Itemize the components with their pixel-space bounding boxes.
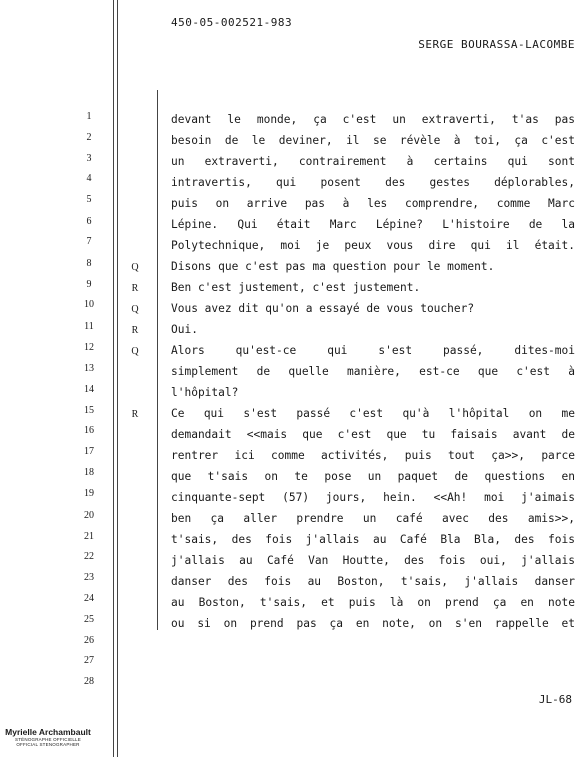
line-number: 16 (84, 425, 94, 436)
line-number: 14 (84, 384, 94, 395)
transcript-line: Polytechnique, moi je peux vous dire qui il était. (171, 239, 575, 252)
speaker-marker: R (131, 283, 139, 294)
transcript-line: au Boston, t'sais, et puis là on prend ça en note (171, 596, 575, 609)
line-number: 5 (86, 194, 92, 205)
speaker-marker: R (131, 409, 139, 420)
transcript-line: l'hôpital? (171, 386, 239, 399)
transcript-line: que t'sais on te pose un paquet de questions en (171, 470, 575, 483)
page-reference: JL-68 (538, 693, 572, 706)
line-number: 11 (84, 321, 94, 332)
transcript-line: un extraverti, contrairement à certains qui sont (171, 155, 575, 168)
left-margin-rule-2 (117, 0, 118, 757)
line-number: 27 (84, 655, 94, 666)
transcript-line: demandait <<mais que c'est que tu faisais avant de (171, 428, 575, 441)
transcript-line: ou si on prend pas ça en note, on s'en rappelle et (171, 617, 575, 630)
line-number: 18 (84, 467, 94, 478)
speaker-marker: R (131, 325, 139, 336)
transcript-line: danser des fois au Boston, t'sais, j'allais danser (171, 575, 575, 588)
stenographer-title-en: OFFICIAL STENOGRAPHER (16, 742, 80, 747)
line-number: 19 (84, 488, 94, 499)
line-number: 26 (84, 635, 94, 646)
transcript-line: Lépine. Qui était Marc Lépine? L'histoire de la (171, 218, 575, 231)
line-number: 23 (84, 572, 94, 583)
transcript-line: Ce qui s'est passé c'est qu'à l'hôpital on me (171, 407, 575, 420)
line-number: 7 (86, 236, 92, 247)
line-number: 21 (84, 531, 94, 542)
witness-name: SERGE BOURASSA-LACOMBE (418, 38, 575, 51)
speaker-marker: Q (131, 262, 139, 273)
line-number: 20 (84, 510, 94, 521)
stenographer-name: Myrielle Archambault (5, 727, 91, 737)
transcript-line: j'allais au Café Van Houtte, des fois oui, j'allais (171, 554, 575, 567)
document-number: 450-05-002521-983 (171, 16, 293, 29)
transcript-line: intravertis, qui posent des gestes déplorables, (171, 176, 575, 189)
transcript-line: besoin de le deviner, il se révèle à toi, ça c'est (171, 134, 575, 147)
line-number: 25 (84, 614, 94, 625)
transcript-line: Vous avez dit qu'on a essayé de vous toucher? (171, 302, 475, 315)
transcript-line: simplement de quelle manière, est-ce que c'est à (171, 365, 575, 378)
stenographer-title-fr: STÉNOGRAPHE OFFICIELLE (15, 737, 81, 742)
line-number: 10 (84, 299, 94, 310)
line-number: 17 (84, 446, 94, 457)
transcript-line: rentrer ici comme activités, puis tout ça>>, parce (171, 449, 575, 462)
transcript-line: ben ça aller prendre un café avec des amis>>, (171, 512, 575, 525)
left-margin-rule-1 (113, 0, 114, 757)
stenographer-stamp (2, 727, 94, 747)
transcript-line: cinquante-sept (57) jours, hein. <<Ah! moi j'aimais (171, 491, 575, 504)
transcript-line: puis on arrive pas à les comprendre, comme Marc (171, 197, 575, 210)
transcript-line: Oui. (171, 323, 198, 336)
line-number: 9 (86, 279, 92, 290)
line-number: 15 (84, 405, 94, 416)
speaker-marker: Q (131, 346, 139, 357)
line-number: 2 (86, 132, 92, 143)
line-number: 22 (84, 551, 94, 562)
transcript-line: t'sais, des fois j'allais au Café Bla Bla, des fois (171, 533, 575, 546)
line-number: 1 (86, 111, 92, 122)
line-number: 8 (86, 258, 92, 269)
transcript-line: devant le monde, ça c'est un extraverti, t'as pas (171, 113, 575, 126)
transcript-line: Disons que c'est pas ma question pour le moment. (171, 260, 495, 273)
line-number: 13 (84, 363, 94, 374)
transcript-line: Ben c'est justement, c'est justement. (171, 281, 421, 294)
qr-margin-rule (157, 90, 158, 630)
line-number: 3 (86, 153, 92, 164)
line-number: 28 (84, 676, 94, 687)
line-number: 24 (84, 593, 94, 604)
speaker-marker: Q (131, 304, 139, 315)
line-number: 4 (86, 173, 92, 184)
line-number: 12 (84, 342, 94, 353)
line-number: 6 (86, 216, 92, 227)
transcript-line: Alors qu'est-ce qui s'est passé, dites-moi (171, 344, 575, 357)
